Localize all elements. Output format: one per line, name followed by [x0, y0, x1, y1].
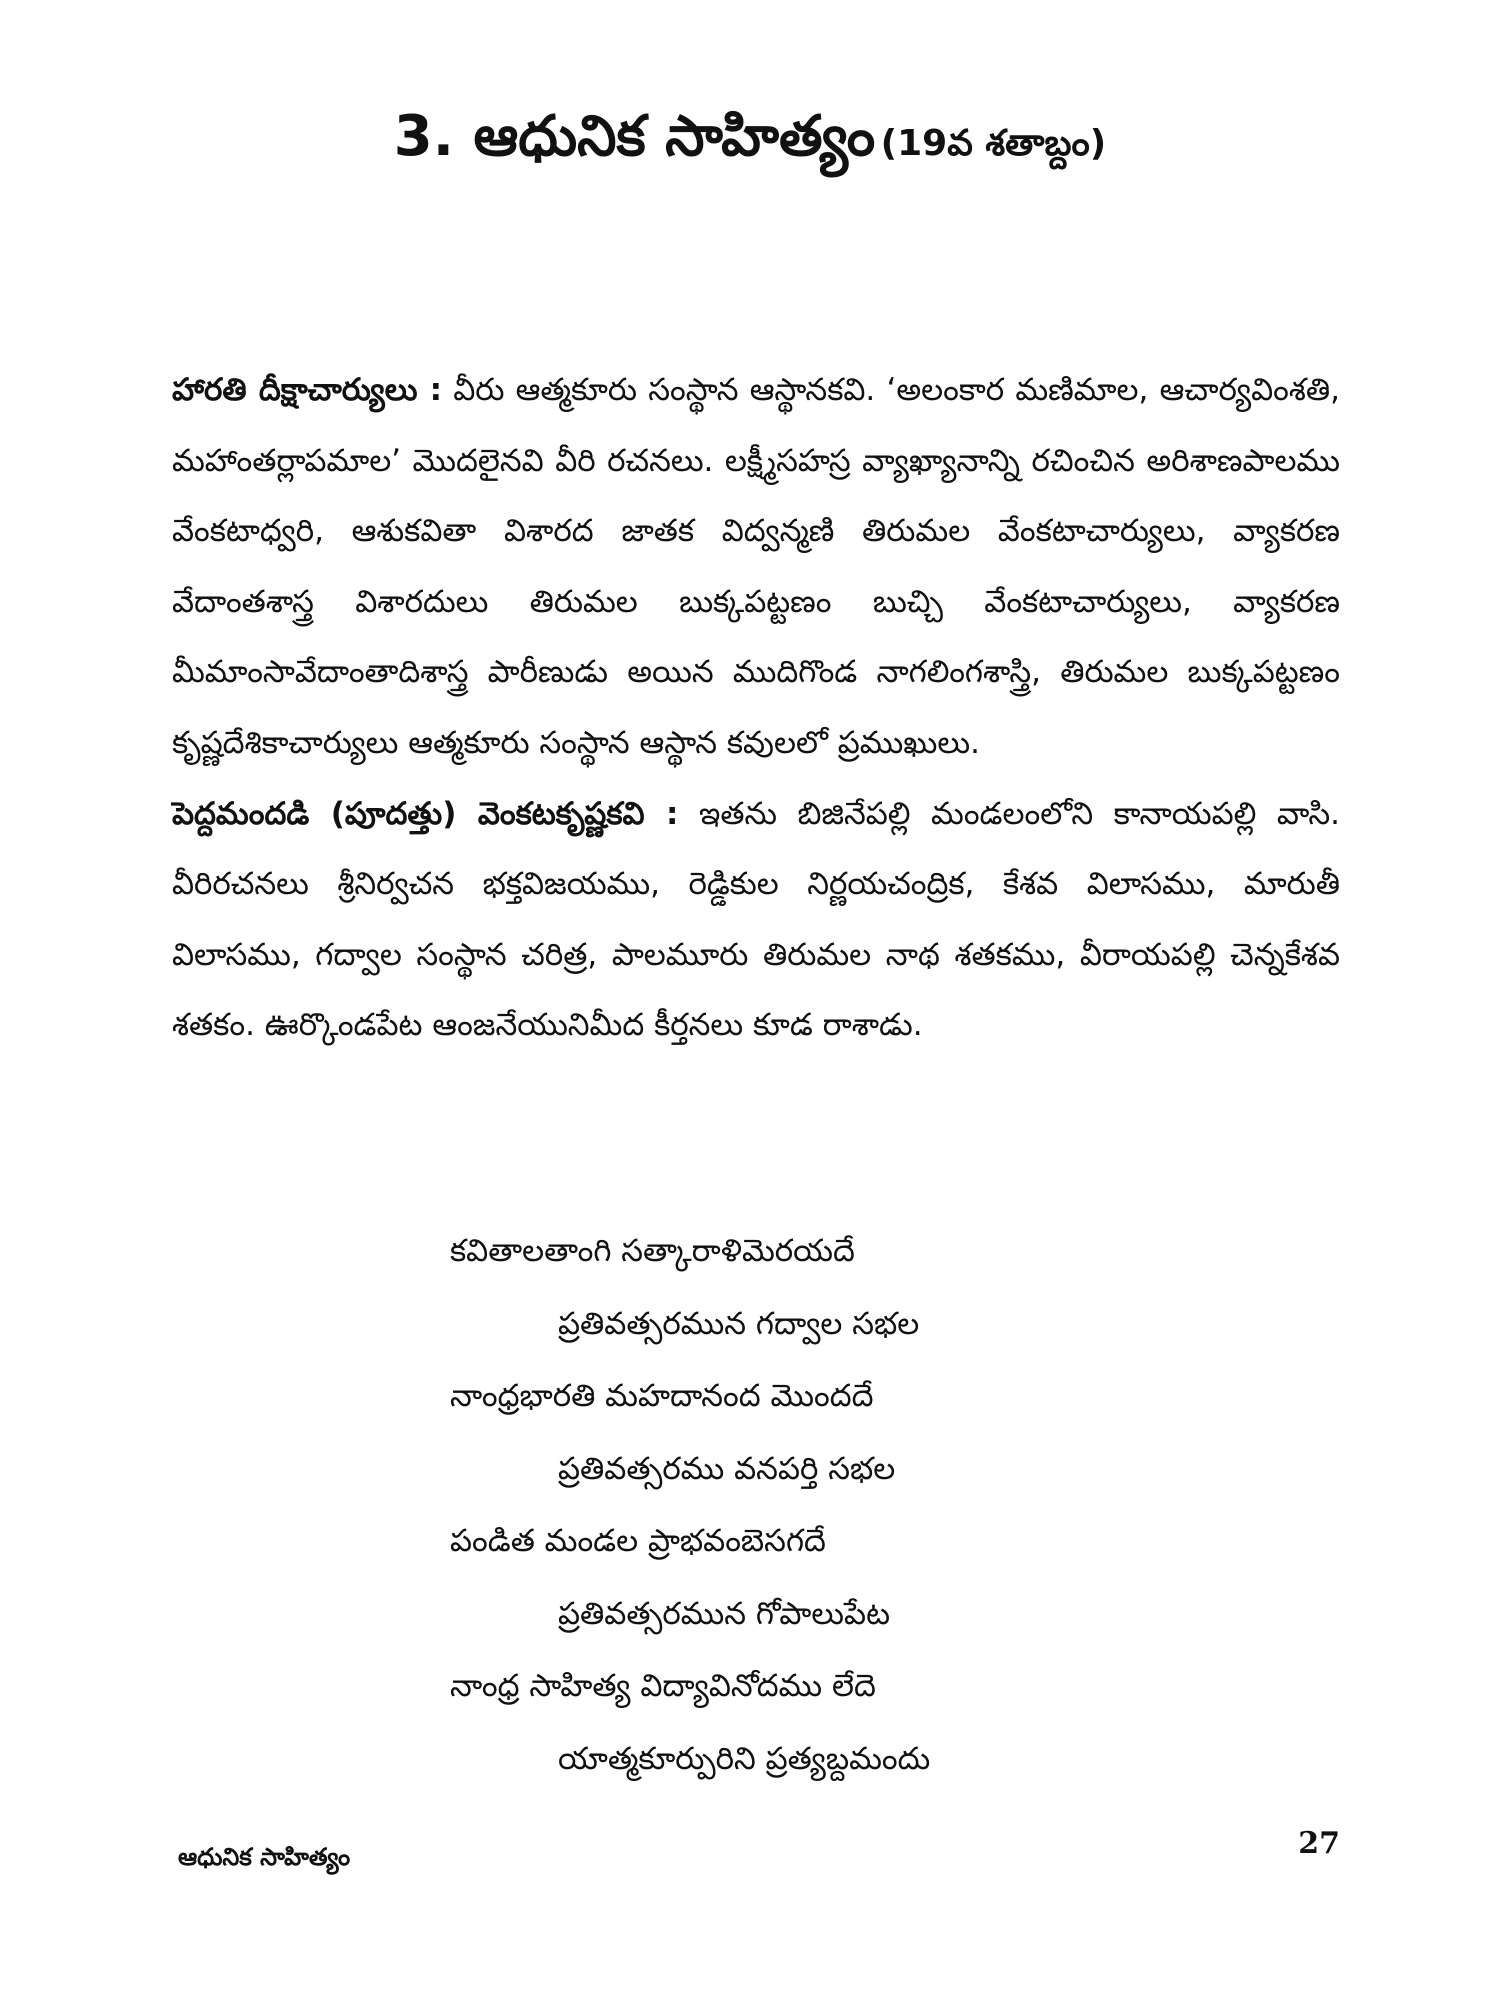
footer-book-title: ఆధునిక సాహిత్యం [178, 1843, 351, 1871]
poem-line: యాత్మకూర్పురిని ప్రత్యబ్దమందు [558, 1740, 931, 1777]
poem-line: నాంధ్ర సాహిత్య విద్యావినోదము లేదె [450, 1668, 876, 1704]
poem-line: ప్రతివత్సరము వనపర్తి సభల [558, 1450, 896, 1487]
paragraph-text: ఇతను బిజినేపల్లి మండలంలోని కానాయపల్లి వాసి. వీరిరచనలు శ్రీనిర్వచన భక్తవిజయము, రెడ్డికుల నిర్ణయచంద్రిక, కేశవ విలాసము, మారుతీ విలాసము, గద్వాల సంస్థాన చరిత్ర, పాలమూరు తిరుమల నాథ శతకము, వీరాయపల్లి చెన్నకేశవ శతకం. ఊర్కొండపేట ఆంజనేయునిమీద కీర్తనలు కూడ రాశాడు. [172, 795, 1341, 1044]
paragraph-harathi [172, 355, 1340, 779]
body-text [172, 355, 1340, 1061]
poem-line: ప్రతివత్సరమున గోపాలుపేట [558, 1595, 891, 1632]
poem-line: పండిత మండల ప్రాభవంబెసగదే [450, 1523, 826, 1559]
poem-line: ప్రతివత్సరమున గద్వాల సభల [558, 1305, 920, 1342]
paragraph-heading: హారతి దీక్షాచార్యులు : [172, 372, 443, 408]
poem-line: కవితాలతాంగి సత్కారాళిమెరయదే [450, 1233, 855, 1269]
paragraph-peddamandadi [172, 779, 1340, 1061]
poem-verse [450, 1215, 1350, 1795]
poem-line: నాంధ్రభారతి మహదానంద మొందదే [450, 1378, 874, 1414]
chapter-title-main: 3. ఆధునిక సాహిత్యం [393, 104, 876, 169]
paragraph-heading: పెద్దమందడి (పూదత్తు) వెంకటకృష్ణకవి : [172, 795, 679, 832]
page-number: 27 [1298, 1826, 1340, 1861]
chapter-title [0, 104, 1500, 183]
chapter-title-subtitle: (19వ శతాబ్దం) [880, 123, 1107, 164]
paragraph-text: వీరు ఆత్మకూరు సంస్థాన ఆస్థానకవి. ‘అలంకార మణిమాల, ఆచార్యవింశతి, మహాంతర్లాపమాల’ మొదలైనవి వీరి రచనలు. లక్ష్మీసహస్ర వ్యాఖ్యానాన్ని రచించిన అరిశాణపాలము వేంకటాధ్వరి, ఆశుకవితా విశారద జాతక విద్వన్మణి తిరుమల వేంకటాచార్యులు, వ్యాకరణ వేదాంతశాస్త్ర విశారదులు తిరుమల బుక్కపట్టణం బుచ్చి వేంకటాచార్యులు, వ్యాకరణ మీమాంసావేదాంతాదిశాస్త్ర పారీణుడు అయిన ముదిగొండ నాగలింగశాస్త్రి, తిరుమల బుక్కపట్టణం కృష్ణదేశికాచార్యులు ఆత్మకూరు సంస్థాన ఆస్థాన కవులలో ప్రముఖులు. [172, 372, 1340, 761]
